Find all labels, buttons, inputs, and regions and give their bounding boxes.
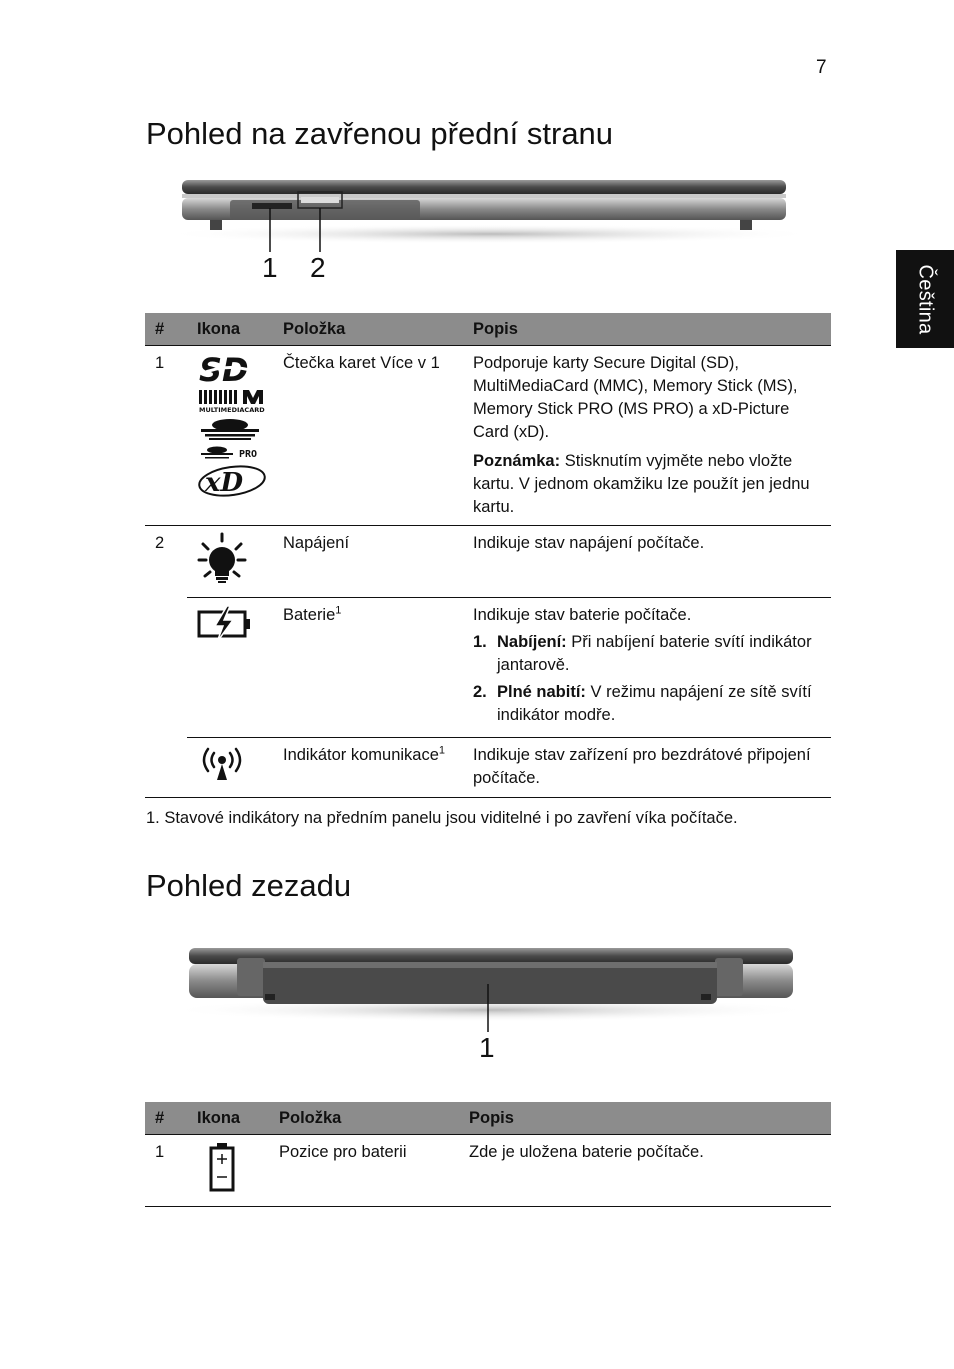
card-reader-item: Čtečka karet Více v 1 — [273, 346, 463, 526]
wireless-communication-icon — [197, 744, 247, 784]
wireless-desc: Indikuje stav zařízení pro bezdrátové připojení počítače. — [463, 738, 831, 798]
header-num: # — [145, 313, 187, 346]
rear-components-table — [145, 1102, 831, 1207]
list-item: 2. Plné nabití: V režimu napájení ze sítě svítí indikátor modře. — [473, 683, 812, 724]
memory-stick-pro-icon — [197, 444, 267, 462]
table-row — [145, 1135, 831, 1207]
table-row — [145, 738, 831, 798]
header-item: Položka — [269, 1102, 459, 1135]
power-item: Napájení — [273, 526, 463, 598]
wireless-icon-cell — [187, 738, 273, 798]
power-icon-cell — [187, 526, 273, 598]
pro-logo-label: PRO — [239, 449, 258, 460]
svg-text:xD: xD — [205, 468, 244, 498]
card-reader-note — [473, 450, 825, 519]
footnote: 1. Stavové indikátory na předním panelu jsou viditelné i po zavření víka počítače. — [146, 809, 738, 827]
callout-1: 1 — [262, 252, 278, 283]
rear-view-title: Pohled zezadu — [146, 868, 352, 903]
battery-desc — [463, 598, 831, 738]
battery-bay-desc: Zde je uložena baterie počítače. — [459, 1135, 831, 1207]
memory-stick-icon — [197, 416, 263, 442]
front-view-title: Pohled na zavřenou přední stranu — [146, 116, 614, 151]
page-number: 7 — [816, 57, 827, 78]
battery-item: Baterie$^1$ — [273, 598, 463, 738]
card-reader-desc-text: Podporuje karty Secure Digital (SD), MultiMediaCard (MMC), Memory Stick (MS), Memory Stick PRO (MS PRO) a xD-Picture Card (xD). — [473, 354, 798, 441]
row-num: 1 — [145, 346, 187, 526]
note-label: Poznámka: — [473, 452, 561, 470]
row-num: 1 — [145, 1135, 187, 1207]
language-tab-label: Čeština — [914, 264, 937, 334]
battery-icon-cell — [187, 598, 273, 738]
row-num: 2 — [155, 534, 165, 552]
battery-bay-item: Pozice pro baterii — [269, 1135, 459, 1207]
list-item: 1. Nabíjení: Při nabíjení baterie svítí indikátor jantarově. — [473, 633, 812, 674]
table-header-row — [145, 1102, 831, 1135]
table-row — [145, 346, 831, 526]
xd-logo-icon — [197, 464, 267, 498]
rear-callout-1: 1 — [479, 1032, 495, 1063]
sd-logo-icon — [197, 352, 263, 386]
battery-steps — [473, 631, 825, 727]
table-row — [145, 526, 831, 598]
header-icon: Ikona — [187, 1102, 269, 1135]
header-desc: Popis — [463, 313, 831, 346]
language-tab — [896, 250, 954, 348]
front-components-table — [145, 313, 831, 798]
mmc-logo-icon — [197, 388, 267, 414]
power-lightbulb-icon — [197, 532, 247, 584]
mmc-logo-label: MULTIMEDIACARD — [199, 406, 265, 414]
power-desc: Indikuje stav napájení počítače. — [463, 526, 831, 598]
header-num: # — [145, 1102, 187, 1135]
battery-bay-icon-cell — [187, 1135, 269, 1207]
battery-charging-icon — [197, 604, 253, 644]
table-row — [145, 598, 831, 738]
header-desc: Popis — [459, 1102, 831, 1135]
note-text: Stisknutím vyjměte nebo vložte kartu. V jednom okamžiku lze použít jen jednu kartu. — [473, 452, 810, 516]
header-icon: Ikona — [187, 313, 273, 346]
battery-bay-icon — [197, 1141, 247, 1193]
table-header-row — [145, 313, 831, 346]
card-reader-desc — [463, 346, 831, 526]
svg-text:SD: SD — [199, 352, 249, 386]
card-reader-icons — [187, 346, 273, 526]
front-laptop-illustration — [160, 170, 820, 290]
battery-desc-text: Indikuje stav baterie počítače. — [473, 606, 692, 624]
wireless-item: Indikátor komunikace$^1$ — [273, 738, 463, 798]
header-item: Položka — [273, 313, 463, 346]
callout-2: 2 — [310, 252, 326, 283]
